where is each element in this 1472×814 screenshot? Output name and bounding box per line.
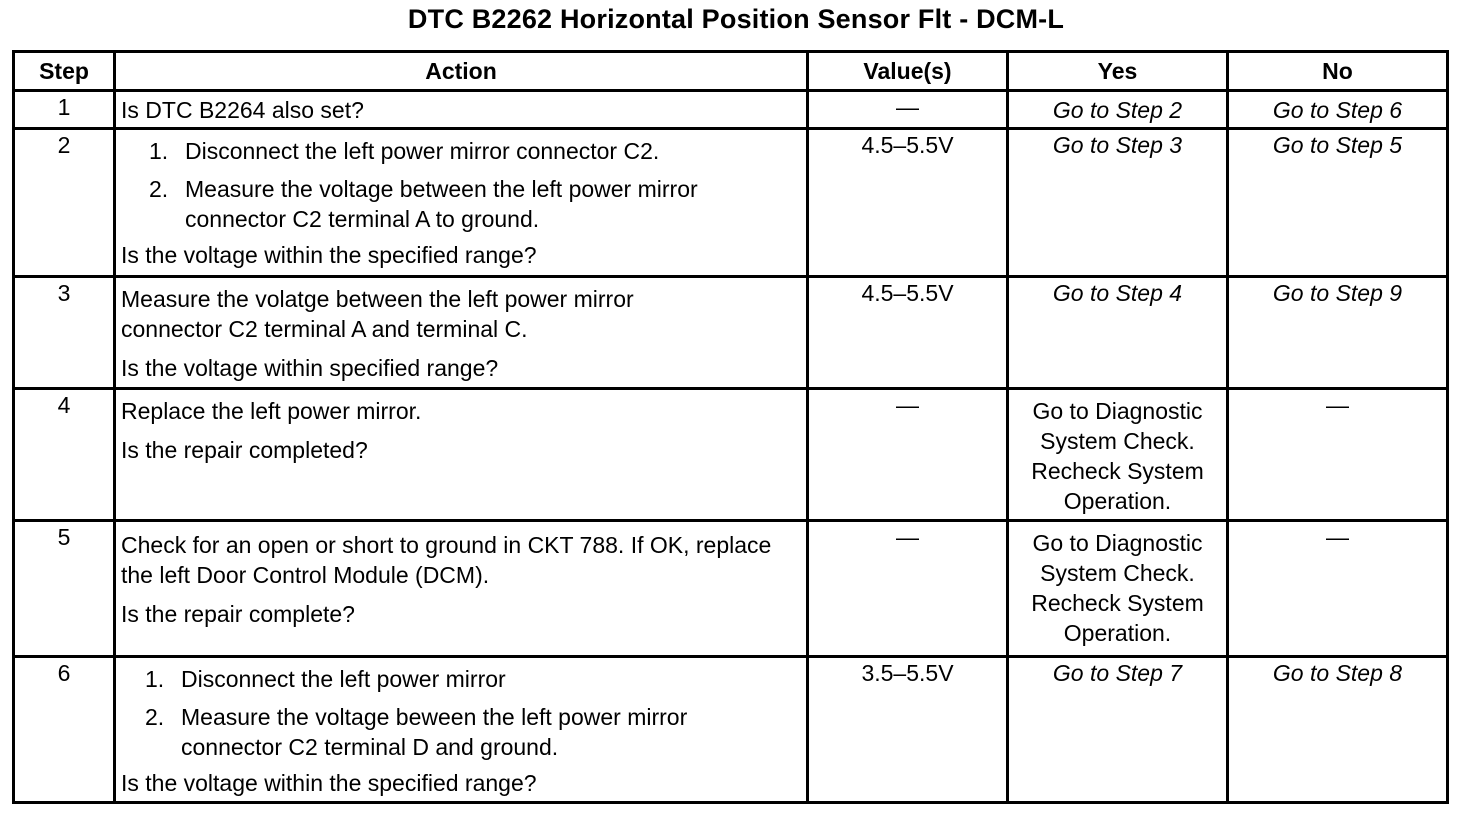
action-question: Is the voltage within specified range? [121, 355, 499, 381]
list-text: Disconnect the left power mirror connector C2. [185, 138, 660, 164]
action-cell [115, 129, 808, 277]
action-cell [115, 277, 808, 389]
header-no: No [1228, 52, 1448, 91]
yes-cell: Go to Diagnostic System Check. Recheck System Operation. [1008, 389, 1228, 521]
list-text: Measure the voltage between the left power mirror connector C2 terminal A to ground. [185, 176, 698, 232]
action-question: Is the repair completed? [121, 437, 368, 463]
header-row [14, 52, 1448, 91]
value-cell: 3.5–5.5V [808, 657, 1008, 803]
step-number: 3 [14, 277, 115, 389]
action-cell [115, 657, 808, 803]
yes-cell: Go to Step 3 [1008, 129, 1228, 277]
action-text: Check for an open or short to ground in CKT 788. If OK, replace the left Door Control Module (DCM). [121, 532, 772, 588]
step-number: 2 [14, 129, 115, 277]
page-title: DTC B2262 Horizontal Position Sensor Flt - DCM-L [407, 4, 1065, 34]
step-number: 6 [14, 657, 115, 803]
step-number: 5 [14, 521, 115, 657]
header-action: Action [115, 52, 808, 91]
value-cell: — [808, 389, 1008, 521]
yes-cell: Go to Diagnostic System Check. Recheck System Operation. [1008, 521, 1228, 657]
table-row [14, 389, 1448, 521]
step-number: 1 [14, 91, 115, 129]
action-text: Replace the left power mirror. [121, 398, 422, 424]
list-item [149, 136, 801, 166]
yes-cell: Go to Step 7 [1008, 657, 1228, 803]
no-cell: — [1228, 521, 1448, 657]
action-cell [115, 521, 808, 657]
table-row [14, 277, 1448, 389]
action-question: Is DTC B2264 also set? [121, 96, 364, 123]
table-row [14, 129, 1448, 277]
no-cell: Go to Step 5 [1228, 129, 1448, 277]
list-item [149, 174, 769, 234]
step-number: 4 [14, 389, 115, 521]
table-row [14, 91, 1448, 129]
action-question: Is the repair complete? [121, 601, 355, 627]
list-item [145, 702, 765, 762]
action-list [121, 136, 801, 234]
list-text: Disconnect the left power mirror [181, 666, 506, 692]
yes-cell: Go to Step 2 [1008, 91, 1228, 129]
list-number: 1. [145, 666, 165, 692]
no-cell: Go to Step 8 [1228, 657, 1448, 803]
yes-cell: Go to Step 4 [1008, 277, 1228, 389]
table-row [14, 657, 1448, 803]
no-cell: Go to Step 6 [1228, 91, 1448, 129]
list-text: Measure the voltage beween the left power mirror connector C2 terminal D and ground. [181, 704, 688, 760]
no-cell: — [1228, 389, 1448, 521]
action-question: Is the voltage within the specified range? [121, 770, 537, 796]
action-cell [115, 91, 808, 129]
list-item [145, 664, 801, 694]
header-step: Step [14, 52, 115, 91]
action-cell [115, 389, 808, 521]
value-cell: — [808, 521, 1008, 657]
value-cell: 4.5–5.5V [808, 277, 1008, 389]
value-cell: — [808, 91, 1008, 129]
list-number: 2. [149, 176, 169, 202]
diagnostic-table [12, 50, 1449, 804]
action-question: Is the voltage within the specified range? [121, 242, 537, 268]
header-yes: Yes [1008, 52, 1228, 91]
value-cell: 4.5–5.5V [808, 129, 1008, 277]
action-text: Measure the volatge between the left power mirror connector C2 terminal A and terminal C. [121, 286, 634, 342]
list-number: 2. [145, 704, 165, 730]
header-values: Value(s) [808, 52, 1008, 91]
action-list [121, 664, 801, 762]
table-row [14, 521, 1448, 657]
no-cell: Go to Step 9 [1228, 277, 1448, 389]
list-number: 1. [149, 138, 169, 164]
